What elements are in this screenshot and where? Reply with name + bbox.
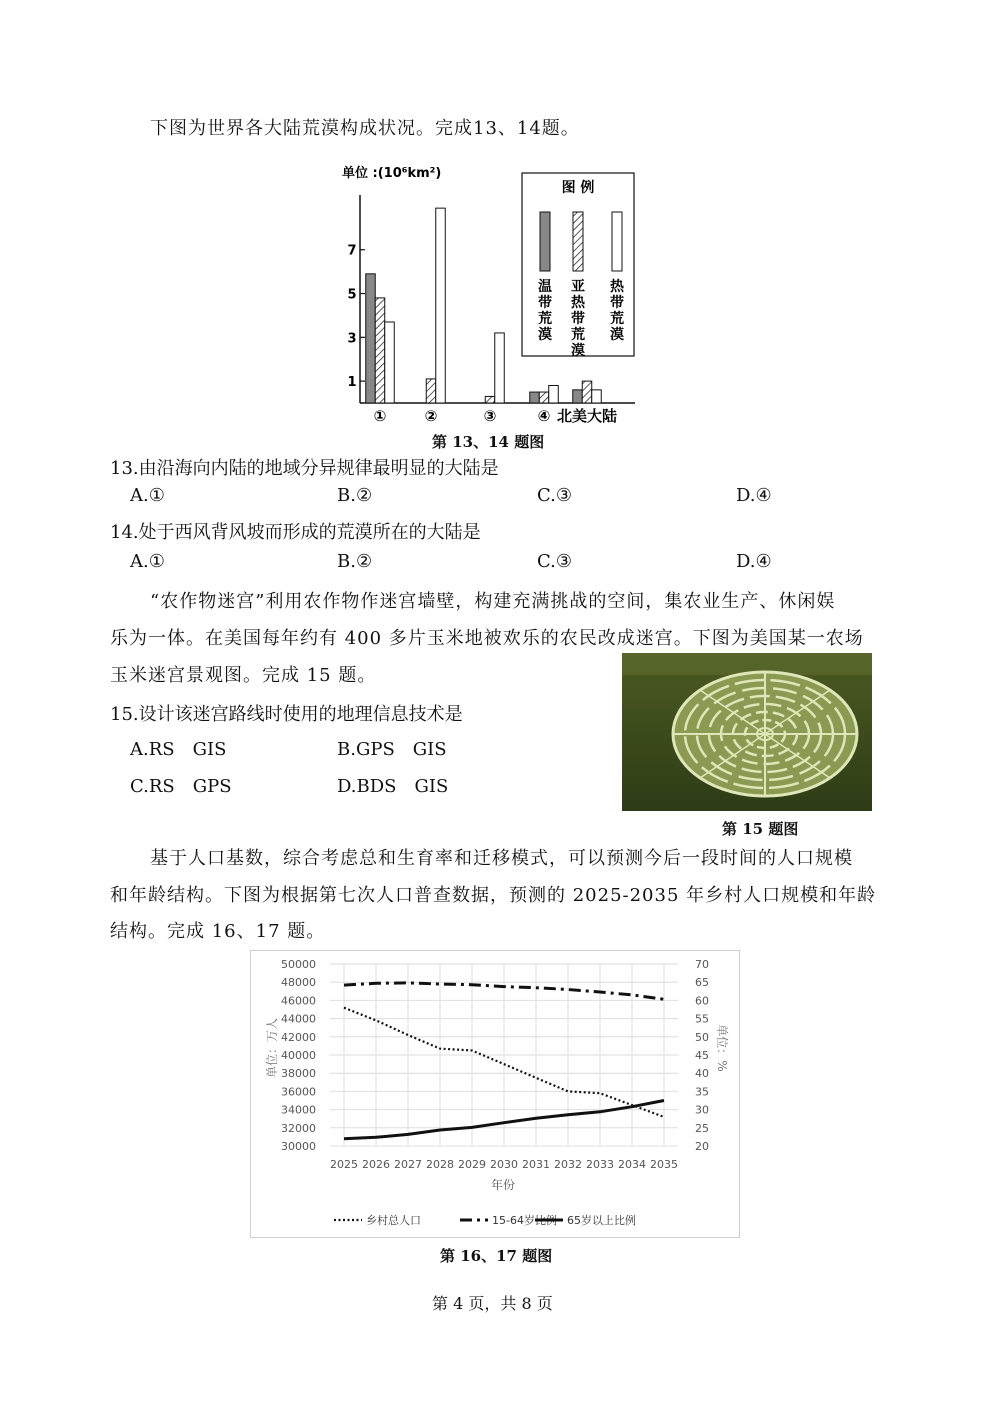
- q14-option-b[interactable]: B.②: [337, 551, 373, 572]
- chart1-bar: [426, 379, 436, 403]
- chart1-bar: [549, 385, 559, 403]
- chart1-category-label: ①: [373, 407, 387, 425]
- chart2-left-axis-label: 单位：万人: [265, 1017, 279, 1079]
- chart2-right-tick-label: 55: [695, 1012, 709, 1026]
- chart2-right-tick-label: 30: [695, 1103, 709, 1117]
- intro-paragraph-1: 下图为世界各大陆荒漠构成状况。完成13、14题。: [150, 118, 580, 139]
- page-footer: 第 4 页，共 8 页: [432, 1294, 553, 1313]
- chart1-y-axis-label: 单位 :(10⁶km²): [342, 166, 442, 181]
- desert-bar-chart: [330, 155, 650, 455]
- chart1-bar: [485, 396, 495, 403]
- chart1-category-label: ③: [483, 407, 497, 425]
- rural-population-line-chart: [250, 950, 740, 1238]
- chart1-legend-title: 图 例: [561, 180, 595, 196]
- chart1-bar: [495, 333, 505, 403]
- chart2-left-tick-label: 36000: [281, 1085, 316, 1099]
- intro-paragraph-2-line-2: 乐为一体。在美国每年约有 400 多片玉米地被欢乐的农民改成迷宫。下图为美国某一农场: [110, 628, 864, 649]
- chart2-left-tick-label: 30000: [281, 1140, 316, 1153]
- chart2-x-tick-label: 2034: [618, 1158, 646, 1171]
- q14-option-a[interactable]: A.①: [130, 551, 165, 572]
- chart2-x-tick-label: 2032: [554, 1158, 582, 1171]
- chart1-legend-label: 温带荒漠: [538, 279, 552, 343]
- chart2-legend-label: 65岁以上比例: [567, 1214, 636, 1227]
- chart2-left-tick-label: 46000: [281, 994, 316, 1008]
- chart1-category-label: ②: [424, 407, 438, 425]
- chart1-legend-label: 热带荒漠: [610, 279, 624, 343]
- chart2-right-tick-label: 45: [695, 1049, 709, 1062]
- chart2-left-tick-label: 48000: [281, 976, 316, 990]
- chart2-right-tick-label: 25: [695, 1121, 709, 1135]
- chart2-right-tick-label: 60: [695, 994, 709, 1008]
- chart2-x-tick-label: 2025: [330, 1158, 358, 1171]
- chart2-left-tick-label: 32000: [281, 1121, 316, 1135]
- chart1-ytick-label: 1: [347, 375, 357, 391]
- photo-caption: 第 15 题图: [722, 820, 799, 838]
- q14-option-d[interactable]: D.④: [736, 551, 772, 572]
- intro-paragraph-2-line-1: “农作物迷宫”利用农作物作迷宫墙壁，构建充满挑战的空间，集农业生产、休闲娱: [150, 591, 836, 612]
- chart2-left-tick-label: 44000: [281, 1012, 316, 1026]
- chart2-right-tick-label: 20: [695, 1140, 709, 1153]
- chart2-x-axis-label: 年份: [490, 1178, 516, 1192]
- chart2-legend-label: 15-64岁比例: [492, 1214, 557, 1227]
- q13-option-c[interactable]: C.③: [537, 485, 572, 506]
- q15-option-c[interactable]: C.RS GPS: [130, 776, 232, 797]
- chart1-category-label: ④: [537, 407, 551, 425]
- chart2-x-tick-label: 2026: [362, 1158, 390, 1171]
- intro-paragraph-2-line-3: 玉米迷宫景观图。完成 15 题。: [110, 665, 377, 686]
- question-13-stem: 13.由沿海向内陆的地域分异规律最明显的大陆是: [110, 458, 499, 479]
- chart1-bar: [530, 392, 540, 403]
- corn-maze-photo: [622, 653, 872, 811]
- chart2-right-tick-label: 40: [695, 1067, 709, 1081]
- q15-option-a[interactable]: A.RS GIS: [130, 739, 227, 760]
- intro-paragraph-3-line-3: 结构。完成 16、17 题。: [110, 921, 326, 942]
- chart2-x-tick-label: 2030: [490, 1158, 518, 1171]
- chart1-bar: [375, 298, 385, 403]
- q14-option-c[interactable]: C.③: [537, 551, 572, 572]
- chart1-bar: [366, 274, 376, 403]
- q13-option-a[interactable]: A.①: [130, 485, 165, 506]
- chart2-legend-label: 乡村总人口: [366, 1214, 421, 1227]
- chart2-x-tick-label: 2027: [394, 1158, 422, 1171]
- legend-swatch-subtropical: [573, 212, 583, 271]
- chart1-ytick-label: 5: [347, 287, 357, 303]
- chart2-left-tick-label: 40000: [281, 1049, 316, 1062]
- legend-swatch-tropical: [612, 212, 622, 271]
- chart2-left-tick-label: 42000: [281, 1030, 316, 1044]
- chart2-x-tick-label: 2033: [586, 1158, 614, 1171]
- chart1-ytick-label: 7: [347, 243, 357, 259]
- legend-swatch-temperate: [540, 212, 550, 271]
- chart2-x-tick-label: 2029: [458, 1158, 486, 1171]
- chart1-ytick-label: 3: [347, 331, 357, 347]
- chart1-bar: [385, 322, 395, 403]
- chart2-right-tick-label: 70: [695, 958, 709, 971]
- q15-option-b[interactable]: B.GPS GIS: [337, 739, 447, 760]
- chart2-right-tick-label: 50: [695, 1030, 709, 1044]
- intro-paragraph-3-line-1: 基于人口基数，综合考虑总和生育率和迁移模式，可以预测今后一段时间的人口规模: [150, 848, 853, 869]
- chart2-right-tick-label: 65: [695, 976, 709, 990]
- intro-paragraph-3-line-2: 和年龄结构。下图为根据第七次人口普查数据，预测的 2025-2035 年乡村人口规模和年龄: [110, 885, 877, 906]
- question-15-stem: 15.设计该迷宫路线时使用的地理信息技术是: [110, 704, 463, 725]
- chart2-left-tick-label: 34000: [281, 1103, 316, 1117]
- chart2-left-tick-label: 38000: [281, 1067, 316, 1081]
- chart2-right-tick-label: 35: [695, 1085, 709, 1099]
- q13-option-b[interactable]: B.②: [337, 485, 373, 506]
- q15-option-d[interactable]: D.BDS GIS: [337, 776, 449, 797]
- chart1-bar: [582, 381, 592, 403]
- chart2-x-tick-label: 2035: [650, 1158, 678, 1171]
- chart1-bar: [592, 390, 602, 403]
- chart1-category-label: 北美大陆: [556, 407, 618, 425]
- chart2-x-tick-label: 2031: [522, 1158, 550, 1171]
- chart2-left-tick-label: 50000: [281, 958, 316, 971]
- question-14-stem: 14.处于西风背风坡而形成的荒漠所在的大陆是: [110, 522, 481, 543]
- chart2-caption: 第 16、17 题图: [440, 1247, 553, 1265]
- chart1-legend-label: 亚热带荒漠: [571, 279, 585, 359]
- chart1-bar: [539, 392, 549, 403]
- q13-option-d[interactable]: D.④: [736, 485, 772, 506]
- chart1-bar: [573, 390, 583, 403]
- chart1-caption: 第 13、14 题图: [432, 433, 545, 451]
- chart1-bar: [436, 208, 446, 403]
- chart2-x-tick-label: 2028: [426, 1158, 454, 1171]
- chart2-right-axis-label: 单位：%: [715, 1024, 729, 1072]
